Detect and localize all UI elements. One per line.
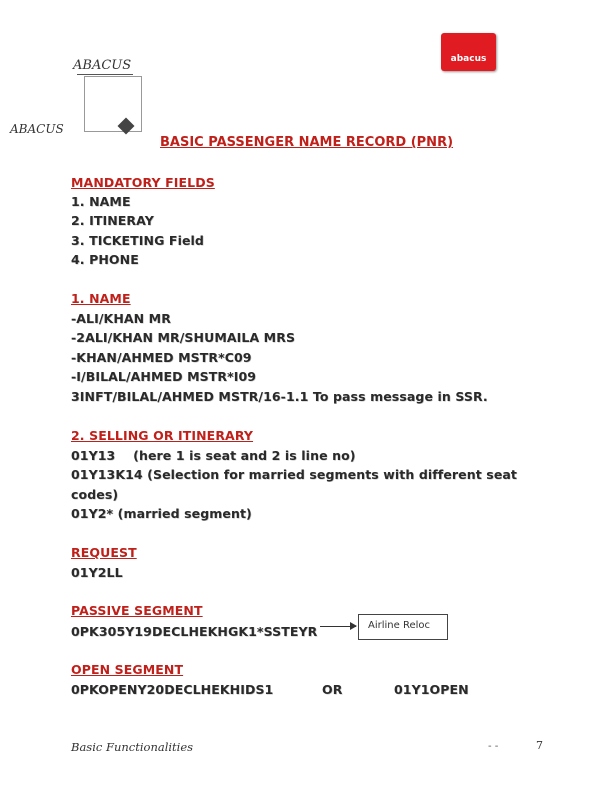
request-line: 01Y2LL: [71, 565, 123, 580]
page-title: BASIC PASSENGER NAME RECORD (PNR): [160, 135, 454, 150]
passive-segment-heading: PASSIVE SEGMENT: [71, 603, 203, 618]
selling-line: codes): [71, 487, 119, 502]
open-segment-or: OR: [322, 682, 343, 697]
logo-rule: [77, 74, 133, 75]
name-heading: 1. NAME: [71, 291, 131, 306]
logo-mark-box: [84, 76, 142, 132]
selling-line: 01Y13 (here 1 is seat and 2 is line no): [71, 448, 356, 463]
open-segment-alt: 01Y1OPEN: [394, 682, 469, 697]
name-line: 3INFT/BILAL/AHMED MSTR/16-1.1 To pass message in SSR.: [71, 389, 488, 404]
name-line: -KHAN/AHMED MSTR*C09: [71, 350, 252, 365]
mandatory-item: 3. TICKETING Field: [71, 233, 204, 248]
callout-arrow-icon: [350, 622, 357, 630]
open-segment-heading: OPEN SEGMENT: [71, 662, 184, 677]
passive-segment-line: 0PK305Y19DECLHEKHGK1*SSTEYR: [71, 624, 318, 639]
abacus-logo-text: ABACUS: [73, 58, 132, 73]
mandatory-item: 2. ITINERAY: [71, 213, 154, 228]
selling-heading: 2. SELLING OR ITINERARY: [71, 428, 254, 443]
abacus-logo-text-secondary: ABACUS: [10, 122, 64, 136]
airline-reloc-callout: Airline Reloc: [358, 614, 448, 640]
footer-dashes: - -: [488, 741, 499, 752]
name-line: -ALI/KHAN MR: [71, 311, 171, 326]
page-number: 7: [536, 739, 543, 752]
mandatory-item: 1. NAME: [71, 194, 131, 209]
request-heading: REQUEST: [71, 545, 137, 560]
mandatory-item: 4. PHONE: [71, 252, 139, 267]
name-line: -2ALI/KHAN MR/SHUMAILA MRS: [71, 330, 296, 345]
brand-badge-label: abacus: [450, 54, 487, 64]
name-line: -I/BILAL/AHMED MSTR*I09: [71, 369, 257, 384]
abacus-brand-badge: [441, 33, 496, 71]
selling-line: 01Y13K14 (Selection for married segments with different seat: [71, 467, 518, 482]
mandatory-fields-heading: MANDATORY FIELDS: [71, 175, 215, 190]
selling-line: 01Y2* (married segment): [71, 506, 252, 521]
footer-label: Basic Functionalities: [71, 740, 194, 754]
open-segment-line: 0PKOPENY20DECLHEKHIDS1: [71, 682, 274, 697]
